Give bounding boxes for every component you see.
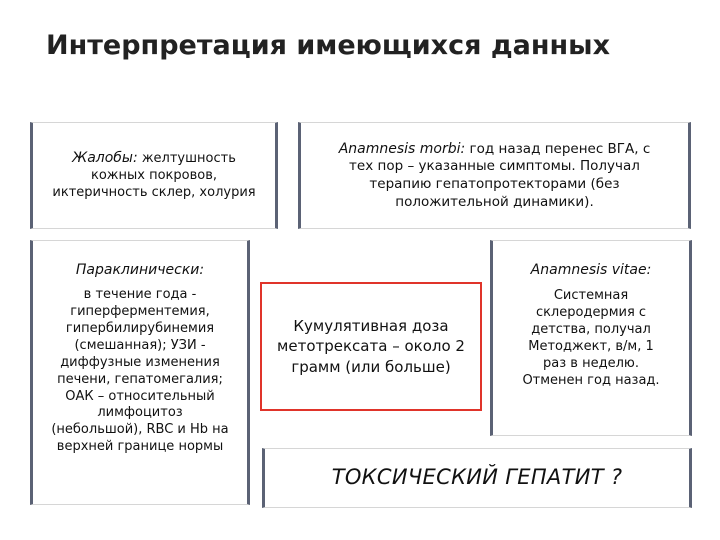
diagnosis-text: ТОКСИЧЕСКИЙ ГЕПАТИТ ? — [331, 465, 623, 490]
paraclinical-line: (смешанная); УЗИ - — [74, 337, 206, 353]
vitae-label: Anamnesis vitae: — [530, 262, 652, 278]
complaints-line-1 — [72, 149, 236, 168]
complaints-line-3: иктеричность склер, холурия — [52, 184, 256, 200]
complaints-line-2: кожных покровов, — [90, 168, 218, 184]
vitae-line: Системная — [553, 288, 629, 304]
anamnesis-morbi-box — [298, 122, 691, 229]
vitae-line: раз в неделю. — [543, 355, 639, 371]
vitae-line: склеродермия с — [535, 305, 647, 321]
morbi-line-4: положительной динамики). — [395, 193, 594, 210]
paraclinical-line: лимфоцитоз — [97, 405, 183, 421]
paraclinical-line: печени, гепатомегалия; — [57, 371, 223, 387]
vitae-line: Методжект, в/м, 1 — [528, 338, 654, 354]
morbi-line-3: терапию гепатопротекторами (без — [369, 176, 620, 192]
cumulative-dose-box — [260, 282, 482, 411]
paraclinical-line: гипербилирубинемия — [65, 320, 215, 336]
paraclinical-line: (небольшой), RBC и Hb на — [51, 422, 229, 438]
morbi-label: Anamnesis morbi: — [338, 140, 466, 157]
complaints-text-1: желтушность — [137, 151, 236, 167]
morbi-line-2: тех пор – указанные симптомы. Получал — [349, 158, 640, 175]
dose-line: грамм (или больше) — [291, 357, 451, 376]
morbi-text-1: год назад перенес ВГА, с — [465, 140, 651, 157]
paraclinical-line: верхней границе нормы — [56, 439, 224, 455]
morbi-line-1 — [339, 140, 651, 159]
diagnosis-box — [262, 448, 692, 508]
paraclinical-line: ОАК – относительный — [65, 388, 215, 404]
paraclinical-line: в течение года - — [83, 287, 197, 303]
vitae-line: Отменен год назад. — [522, 372, 660, 388]
dose-line: Кумулятивная доза — [293, 317, 449, 336]
paraclinical-line: гиперферментемия, — [70, 304, 210, 320]
paraclinical-box — [30, 240, 250, 505]
paraclinical-label: Параклинически: — [75, 262, 205, 278]
paraclinical-line: диффузные изменения — [60, 354, 220, 370]
vitae-line: детства, получал — [531, 321, 651, 337]
complaints-box — [30, 122, 278, 229]
slide-title: Интерпретация имеющихся данных — [46, 30, 611, 61]
complaints-label: Жалобы: — [72, 150, 138, 167]
anamnesis-vitae-box — [490, 240, 692, 436]
dose-line: метотрексата – около 2 — [277, 337, 465, 356]
